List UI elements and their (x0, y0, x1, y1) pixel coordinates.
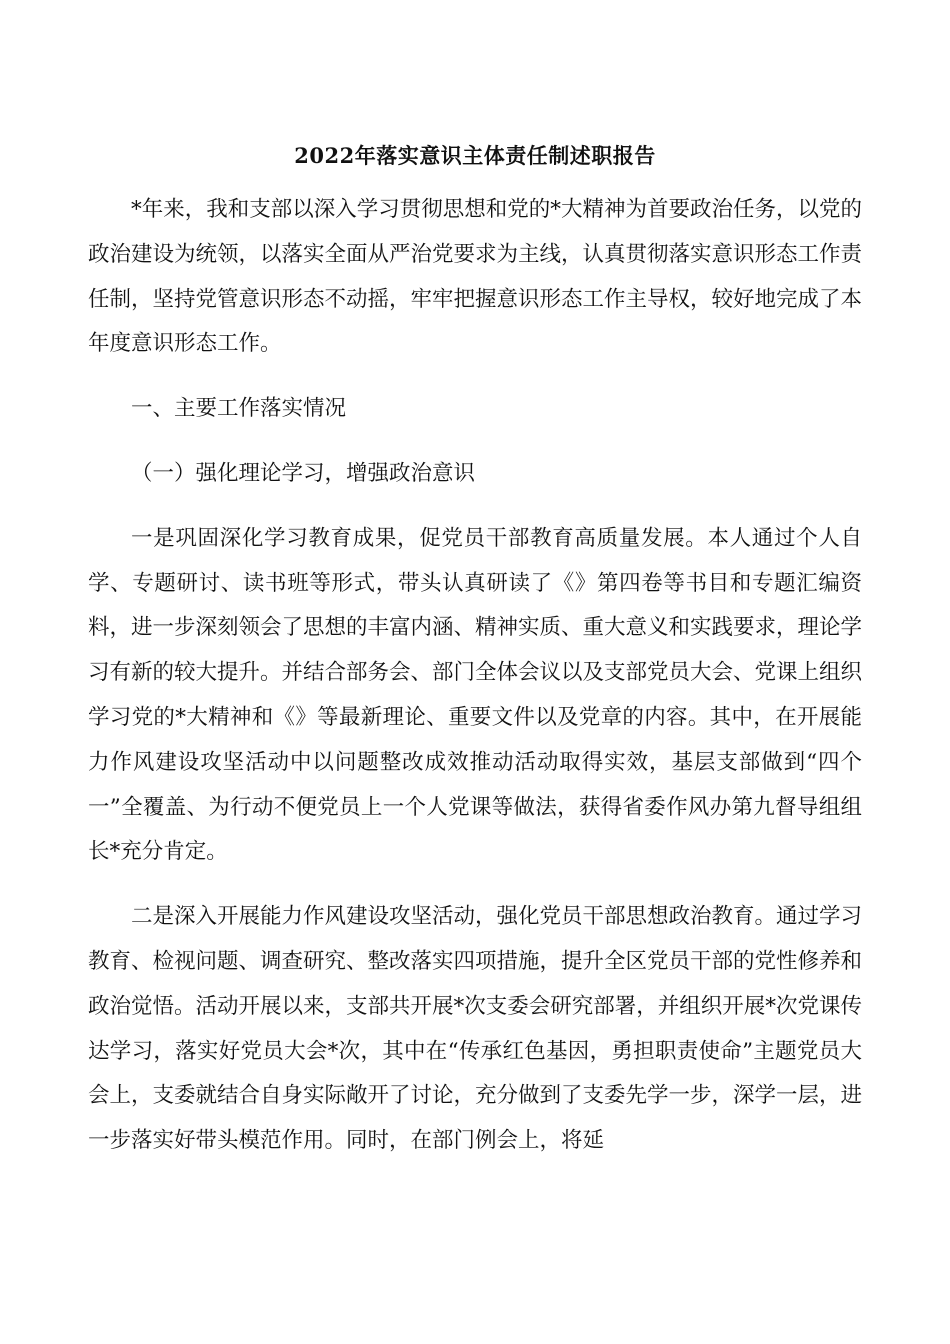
body-paragraph-2: 二是深入开展能力作风建设攻坚活动，强化党员干部思想政治教育。通过学习教育、检视问题、调查研究、整改落实四项措施，提升全区党员干部的党性修养和政治觉悟。活动开展以来，支部共开展*次支委会研究部署，并组织开展*次党课传达学习，落实好党员大会*次，其中在“传承红色基因，勇担职责使命”主题党员大会上，支委就结合自身实际敞开了讨论，充分做到了支委先学一步，深学一层，进一步落实好带头模范作用。同时，在部门例会上，将延 (88, 904, 863, 1154)
subsection-heading: （一）强化理论学习，增强政治意识 (131, 460, 476, 486)
body-paragraph-1: 一是巩固深化学习教育成果，促党员干部教育高质量发展。本人通过个人自学、专题研讨、读书班等形式，带头认真研读了《》第四卷等书目和专题汇编资料，进一步深刻领会了思想的丰富内涵、精神实质、重大意义和实践要求，理论学习有新的较大提升。并结合部务会、部门全体会议以及支部党员大会、党课上组织学习党的*大精神和《》等最新理论、重要文件以及党章的内容。其中，在开展能力作风建设攻坚活动中以问题整改成效推动活动取得实效，基层支部做到“四个一”全覆盖、为行动不便党员上一个人党课等做法，获得省委作风办第九督导组组长*充分肯定。 (88, 525, 863, 865)
section-heading: 一、主要工作落实情况 (131, 396, 347, 422)
document-body (88, 188, 862, 1184)
intro-paragraph: *年来，我和支部以深入学习贯彻思想和党的*大精神为首要政治任务，以党的政治建设为统领，以落实全面从严治党要求为主线，认真贯彻落实意识形态工作责任制，坚持党管意识形态不动摇，牢牢把握意识形态工作主导权，较好地完成了本年度意识形态工作。 (88, 197, 863, 357)
document-title: 2022年落实意识主体责任制述职报告 (294, 143, 656, 168)
